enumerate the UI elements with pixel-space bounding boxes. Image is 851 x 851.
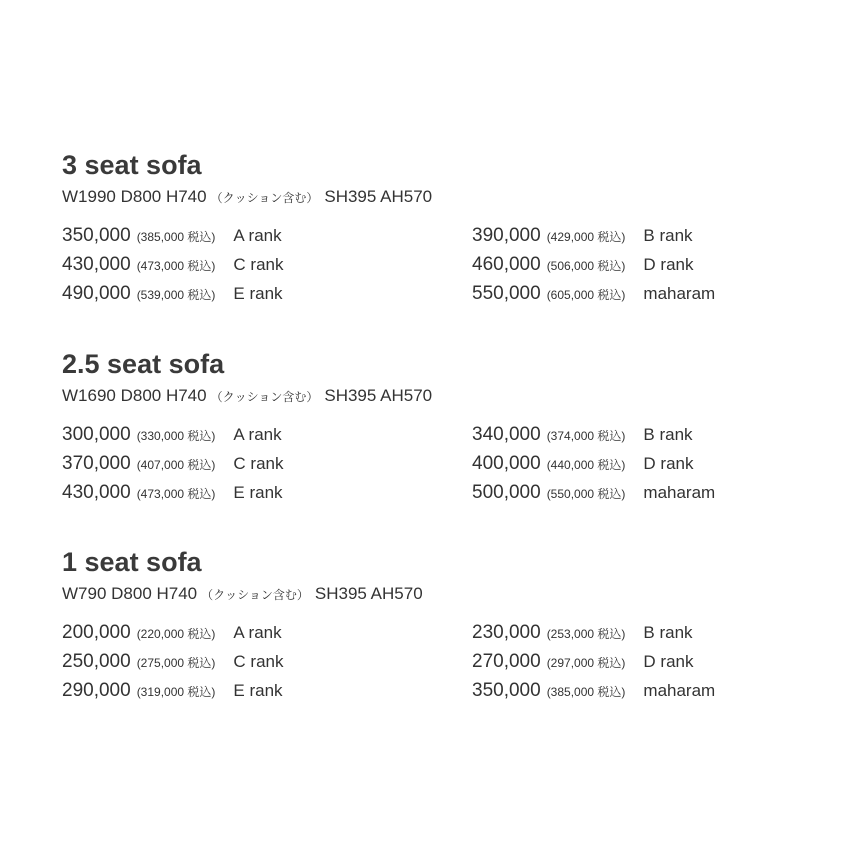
price-tax-included: (275,000 税込) [136, 655, 216, 670]
price-row [62, 647, 802, 676]
price-tax-included: (473,000 税込) [136, 486, 216, 501]
price-tax-included: (440,000 税込) [546, 457, 626, 472]
price-rank: A rank [233, 424, 282, 444]
price-entry [472, 622, 802, 644]
price-value: 340,000 [472, 423, 541, 445]
price-tax-included: (506,000 税込) [546, 258, 626, 273]
price-value: 430,000 [62, 481, 131, 503]
price-entry [472, 482, 802, 504]
price-rank: B rank [643, 225, 693, 245]
price-row [62, 449, 802, 478]
price-entry [62, 453, 472, 475]
section-dimensions [62, 386, 802, 406]
price-entry [472, 254, 802, 276]
section-2-5-seat-sofa [62, 349, 802, 507]
dimensions-seat: SH395 AH570 [324, 386, 433, 405]
price-entry [472, 283, 802, 305]
price-value: 550,000 [472, 282, 541, 304]
price-tax-included: (297,000 税込) [546, 655, 626, 670]
dimensions-seat: SH395 AH570 [314, 584, 423, 603]
price-value: 390,000 [472, 224, 541, 246]
price-value: 350,000 [62, 224, 131, 246]
price-entry [62, 651, 472, 673]
price-entry [62, 482, 472, 504]
price-rank: B rank [643, 622, 693, 642]
price-value: 490,000 [62, 282, 131, 304]
price-list [62, 221, 802, 308]
price-entry [62, 254, 472, 276]
price-rank: E rank [233, 680, 283, 700]
price-rank: E rank [233, 482, 283, 502]
price-value: 200,000 [62, 621, 131, 643]
price-tax-included: (473,000 税込) [136, 258, 216, 273]
price-entry [62, 680, 472, 702]
price-entry [472, 424, 802, 446]
price-rank: maharam [643, 283, 716, 303]
price-row [62, 618, 802, 647]
section-3-seat-sofa [62, 150, 802, 308]
price-value: 400,000 [472, 452, 541, 474]
price-value: 460,000 [472, 253, 541, 275]
price-tax-included: (539,000 税込) [136, 287, 216, 302]
price-value: 290,000 [62, 679, 131, 701]
price-tax-included: (550,000 税込) [546, 486, 626, 501]
price-value: 300,000 [62, 423, 131, 445]
price-tax-included: (330,000 税込) [136, 428, 216, 443]
price-rank: maharam [643, 482, 716, 502]
price-rank: D rank [643, 254, 694, 274]
price-rank: C rank [233, 453, 284, 473]
price-tax-included: (374,000 税込) [546, 428, 626, 443]
price-rank: A rank [233, 622, 282, 642]
price-list [62, 618, 802, 705]
price-row [62, 478, 802, 507]
price-entry [472, 225, 802, 247]
dimensions-main: W1990 D800 H740 [62, 187, 207, 206]
price-tax-included: (319,000 税込) [136, 684, 216, 699]
section-title: 2.5 seat sofa [62, 349, 225, 379]
price-rank: D rank [643, 651, 694, 671]
price-row [62, 279, 802, 308]
price-tax-included: (385,000 税込) [136, 229, 216, 244]
section-1-seat-sofa [62, 547, 802, 705]
section-title: 1 seat sofa [62, 547, 202, 577]
section-dimensions [62, 584, 802, 604]
price-rank: C rank [233, 254, 284, 274]
dimensions-main: W790 D800 H740 [62, 584, 198, 603]
price-value: 370,000 [62, 452, 131, 474]
price-value: 430,000 [62, 253, 131, 275]
price-entry [62, 622, 472, 644]
price-row [62, 676, 802, 705]
price-tax-included: (253,000 税込) [546, 626, 626, 641]
price-row [62, 420, 802, 449]
price-value: 250,000 [62, 650, 131, 672]
price-rank: C rank [233, 651, 284, 671]
price-entry [62, 424, 472, 446]
dimensions-note: （クッション含む） [201, 588, 309, 602]
dimensions-note: （クッション含む） [210, 390, 319, 404]
price-rank: maharam [643, 680, 716, 700]
price-rank: E rank [233, 283, 283, 303]
price-entry [472, 651, 802, 673]
price-row [62, 221, 802, 250]
price-tax-included: (429,000 税込) [546, 229, 626, 244]
price-value: 350,000 [472, 679, 541, 701]
price-entry [472, 680, 802, 702]
price-rank: D rank [643, 453, 694, 473]
price-list [62, 420, 802, 507]
price-entry [472, 453, 802, 475]
price-value: 500,000 [472, 481, 541, 503]
dimensions-seat: SH395 AH570 [324, 187, 433, 206]
price-tax-included: (385,000 税込) [546, 684, 626, 699]
price-value: 270,000 [472, 650, 541, 672]
price-entry [62, 283, 472, 305]
price-row [62, 250, 802, 279]
price-entry [62, 225, 472, 247]
price-rank: B rank [643, 424, 693, 444]
price-value: 230,000 [472, 621, 541, 643]
price-tax-included: (605,000 税込) [546, 287, 626, 302]
dimensions-note: （クッション含む） [210, 191, 319, 205]
dimensions-main: W1690 D800 H740 [62, 386, 207, 405]
section-title: 3 seat sofa [62, 150, 202, 180]
section-dimensions [62, 187, 802, 207]
price-rank: A rank [233, 225, 282, 245]
price-tax-included: (407,000 税込) [136, 457, 216, 472]
price-tax-included: (220,000 税込) [136, 626, 216, 641]
